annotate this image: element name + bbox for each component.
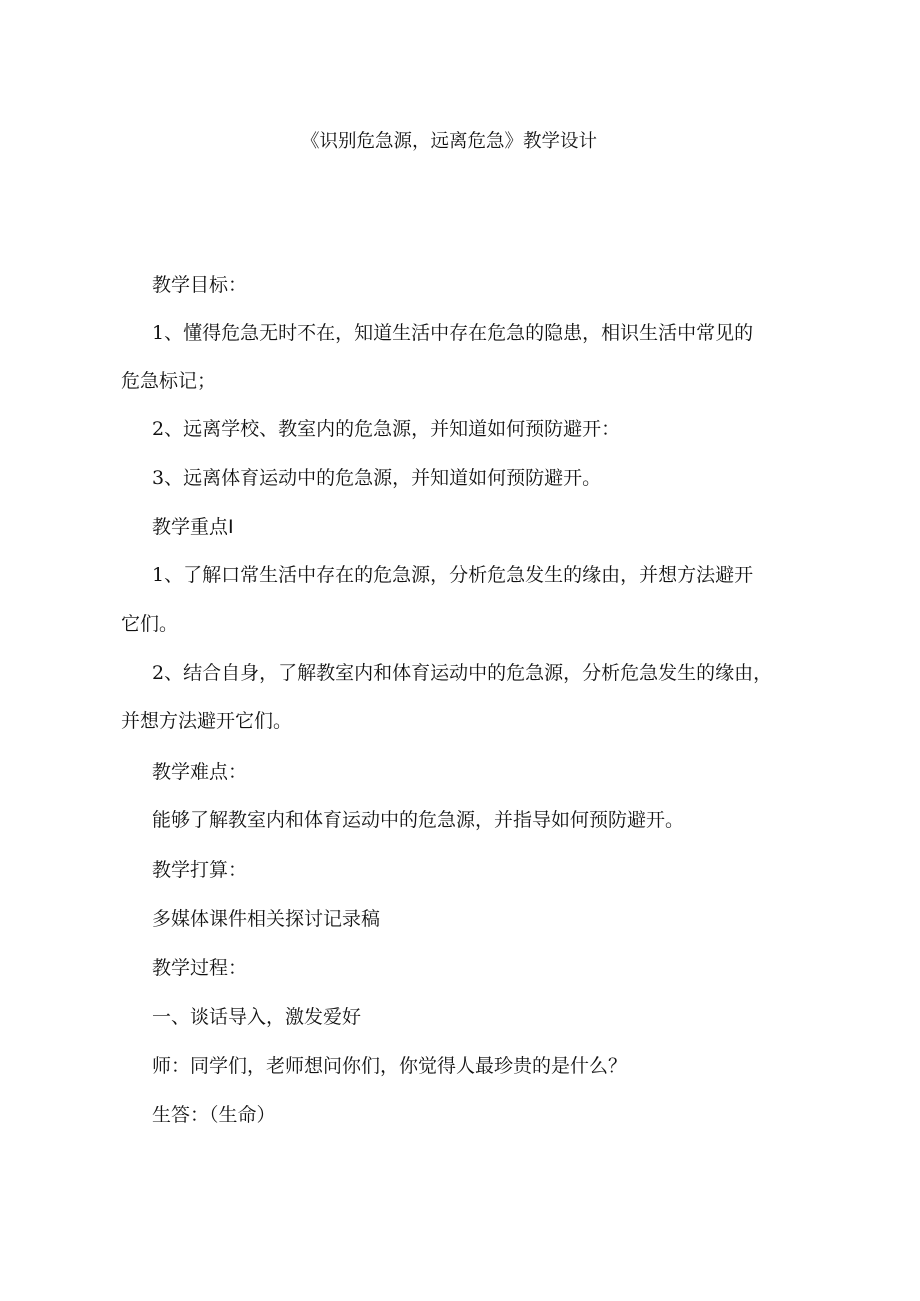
key-point-1-line-1: 1、了解口常生活中存在的危急源，分析危急发生的缘由，并想方法避开 — [152, 564, 754, 586]
key-point-1-line-2: 它们。 — [121, 613, 179, 635]
key-point-2-line-1: 2、结合自身，了解教室内和体育运动中的危急源，分析危急发生的缘由， — [152, 662, 773, 684]
objective-3: 3、远离体育运动中的危急源，并知道如何预防避开。 — [152, 467, 602, 489]
preparation-heading: 教学打算： — [152, 859, 248, 881]
key-points-heading: 教学重点I — [152, 516, 234, 538]
key-point-2-line-2: 并想方法避开它们。 — [121, 710, 293, 732]
document-title: 《识别危急源，远离危急》教学设计 — [301, 131, 598, 152]
student-line: 生答：（生命） — [152, 1104, 276, 1126]
difficulties-text: 能够了解教室内和体育运动中的危急源，并指导如何预防避开。 — [152, 809, 685, 831]
objective-2: 2、远离学校、教室内的危急源，并知道如何预防避开： — [152, 418, 621, 440]
teacher-line: 师：同学们，老师想问你们，你觉得人最珍贵的是什么？ — [152, 1055, 628, 1077]
section-1-title: 一、谈话导入，激发爱好 — [152, 1006, 362, 1028]
process-heading: 教学过程： — [152, 957, 248, 979]
objective-1-line-2: 危急标记； — [121, 370, 217, 392]
objectives-heading: 教学目标： — [152, 274, 248, 296]
preparation-text: 多媒体课件相关探讨记录稿 — [152, 908, 381, 930]
difficulties-heading: 教学难点： — [152, 761, 248, 783]
objective-1-line-1: 1、懂得危急无时不在，知道生活中存在危急的隐患，相识生活中常见的 — [152, 322, 754, 344]
